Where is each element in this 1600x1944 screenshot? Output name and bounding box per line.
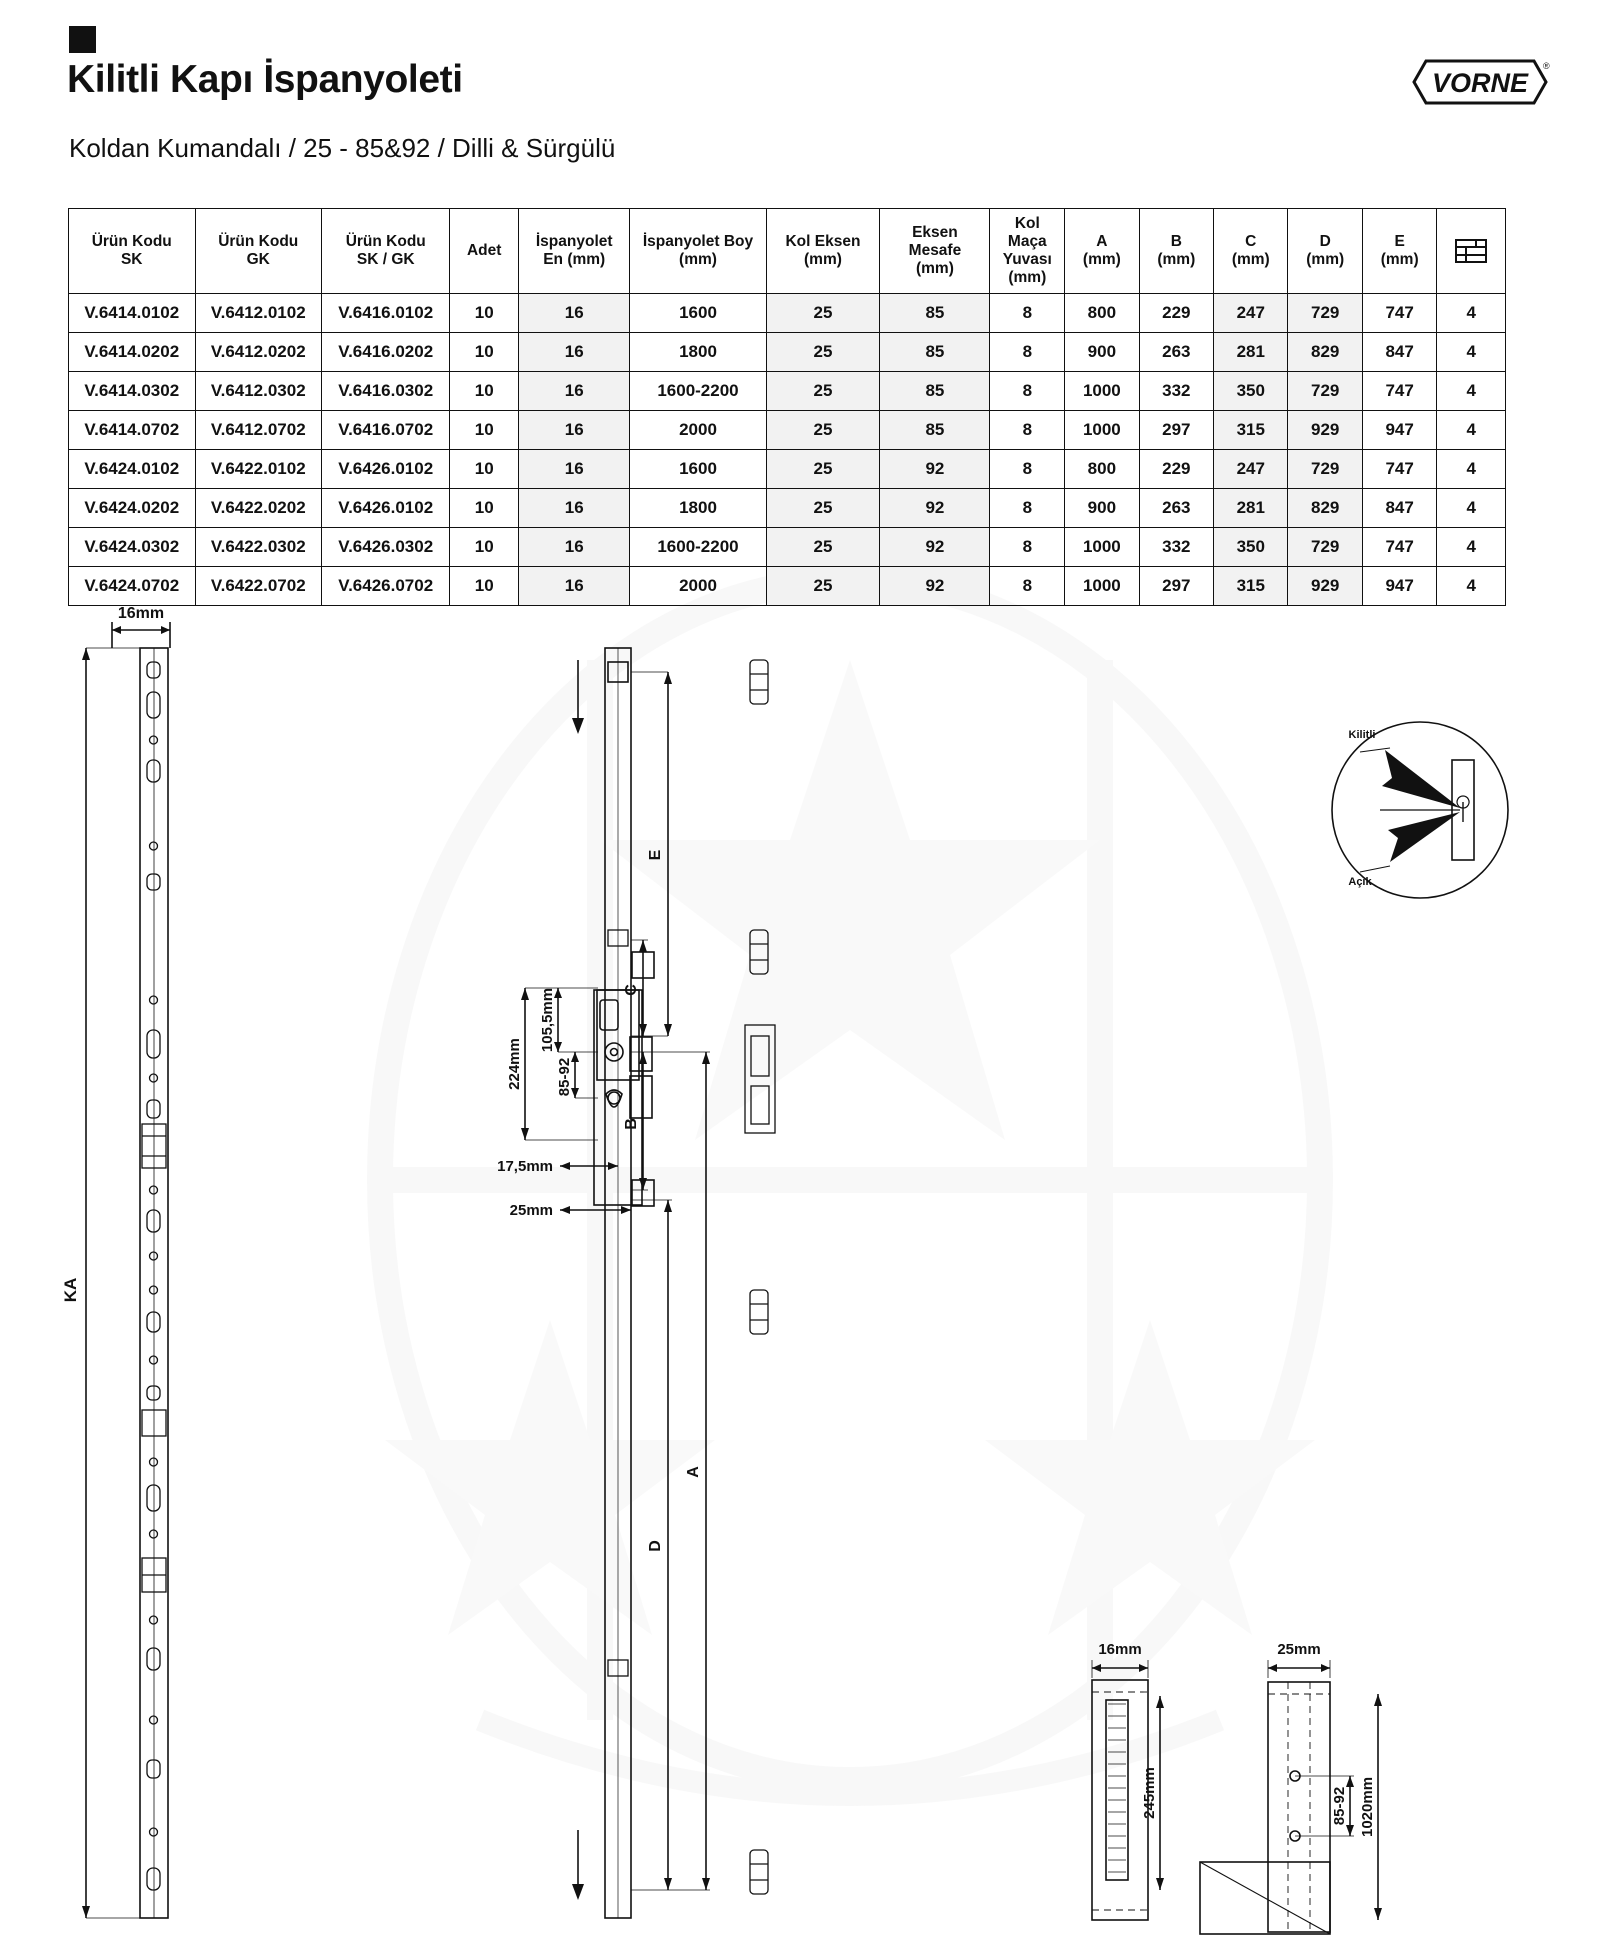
cell-urun-kodu-sk: V.6424.0302 [69,528,196,567]
label-25mm: 25mm [509,1202,553,1219]
label-dim-e: E [647,849,664,861]
cell-kol-eksen: 25 [766,294,880,333]
cell-box-quantity: 4 [1437,450,1506,489]
left-elevation [82,622,170,1918]
cell-ispanyolet-en: 16 [518,567,629,606]
cell-a: 800 [1065,294,1139,333]
cell-box-quantity: 4 [1437,333,1506,372]
col-header-d: D (mm) [1288,209,1362,294]
cell-urun-kodu-sk-gk: V.6426.0102 [322,450,450,489]
cell-urun-kodu-gk: V.6422.0202 [195,489,322,528]
cell-urun-kodu-sk-gk: V.6426.0702 [322,567,450,606]
cell-urun-kodu-gk: V.6412.0102 [195,294,322,333]
label-17-5mm: 17,5mm [497,1158,553,1175]
cell-urun-kodu-sk-gk: V.6416.0102 [322,294,450,333]
cell-eksen-mesafe: 92 [880,489,990,528]
cell-d: 929 [1288,567,1362,606]
cell-d: 829 [1288,333,1362,372]
cell-adet: 10 [450,294,519,333]
table-row [69,489,1506,528]
cell-ispanyolet-boy: 1600 [630,450,766,489]
cell-adet: 10 [450,333,519,372]
col-header-adet: Adet [450,209,519,294]
cell-ispanyolet-en: 16 [518,450,629,489]
label-detail-16mm: 16mm [1098,1641,1142,1658]
cell-kol-eksen: 25 [766,372,880,411]
label-85-92-center: 85-92 [556,1057,573,1097]
cell-e: 747 [1362,450,1436,489]
box-icon [1454,236,1488,266]
cell-kol-maca-yuvasi: 8 [990,450,1065,489]
table-row [69,411,1506,450]
label-acik: Açık [1348,876,1372,888]
section-detail-right [1200,1660,1382,1934]
cell-ispanyolet-en: 16 [518,411,629,450]
cell-urun-kodu-sk-gk: V.6416.0702 [322,411,450,450]
cell-urun-kodu-gk: V.6412.0302 [195,372,322,411]
cell-urun-kodu-sk: V.6414.0302 [69,372,196,411]
cell-urun-kodu-sk-gk: V.6426.0302 [322,528,450,567]
cell-d: 729 [1288,528,1362,567]
cell-eksen-mesafe: 92 [880,567,990,606]
svg-text:®: ® [1543,61,1550,71]
cell-urun-kodu-sk: V.6414.0102 [69,294,196,333]
cell-urun-kodu-sk: V.6424.0202 [69,489,196,528]
col-header-ispanyolet-en: İspanyolet En (mm) [518,209,629,294]
table-body [69,294,1506,606]
cell-kol-maca-yuvasi: 8 [990,411,1065,450]
cell-a: 1000 [1065,567,1139,606]
label-detail-85-92: 85-92 [1331,1786,1348,1826]
col-header-a: A (mm) [1065,209,1139,294]
cell-ispanyolet-boy: 1600 [630,294,766,333]
cell-urun-kodu-gk: V.6412.0202 [195,333,322,372]
cell-kol-maca-yuvasi: 8 [990,333,1065,372]
table-row [69,450,1506,489]
cell-c: 281 [1214,489,1288,528]
cell-b: 229 [1139,450,1213,489]
cell-box-quantity: 4 [1437,411,1506,450]
col-header-kol-eksen: Kol Eksen (mm) [766,209,880,294]
cell-eksen-mesafe: 85 [880,333,990,372]
label-224mm: 224mm [506,1038,523,1090]
cell-ispanyolet-boy: 1800 [630,333,766,372]
cell-c: 247 [1214,294,1288,333]
label-kilitli: Kilitli [1348,729,1376,741]
label-dim-d: D [647,1540,664,1552]
cell-ispanyolet-en: 16 [518,528,629,567]
cell-urun-kodu-gk: V.6422.0102 [195,450,322,489]
cell-a: 1000 [1065,411,1139,450]
cell-kol-maca-yuvasi: 8 [990,567,1065,606]
col-header-ispanyolet-boy: İspanyolet Boy (mm) [630,209,766,294]
cell-urun-kodu-sk-gk: V.6426.0102 [322,489,450,528]
cell-urun-kodu-sk-gk: V.6416.0302 [322,372,450,411]
cell-box-quantity: 4 [1437,528,1506,567]
cell-a: 900 [1065,333,1139,372]
cell-kol-eksen: 25 [766,567,880,606]
table-row [69,528,1506,567]
cell-e: 747 [1362,294,1436,333]
cell-kol-maca-yuvasi: 8 [990,372,1065,411]
cell-eksen-mesafe: 85 [880,372,990,411]
cell-urun-kodu-sk: V.6424.0102 [69,450,196,489]
cell-eksen-mesafe: 92 [880,528,990,567]
cell-adet: 10 [450,372,519,411]
cell-a: 900 [1065,489,1139,528]
label-detail-25mm: 25mm [1277,1641,1321,1658]
cell-box-quantity: 4 [1437,567,1506,606]
cell-adet: 10 [450,450,519,489]
col-header-urun-kodu-sk: Ürün Kodu SK [69,209,196,294]
table-row [69,372,1506,411]
cell-kol-eksen: 25 [766,333,880,372]
cell-ispanyolet-en: 16 [518,489,629,528]
cell-kol-maca-yuvasi: 8 [990,489,1065,528]
col-header-c: C (mm) [1214,209,1288,294]
cell-adet: 10 [450,528,519,567]
cell-b: 297 [1139,567,1213,606]
cell-kol-eksen: 25 [766,528,880,567]
cell-e: 847 [1362,489,1436,528]
center-assembly [521,648,775,1918]
cell-e: 747 [1362,528,1436,567]
label-left-width: 16mm [117,605,165,622]
cell-adet: 10 [450,567,519,606]
cell-eksen-mesafe: 85 [880,294,990,333]
cell-c: 350 [1214,528,1288,567]
cell-box-quantity: 4 [1437,372,1506,411]
cell-ispanyolet-en: 16 [518,333,629,372]
technical-drawing [0,600,1600,1944]
cell-eksen-mesafe: 92 [880,450,990,489]
cell-box-quantity: 4 [1437,294,1506,333]
col-header-kol-maca-yuvasi: Kol Maça Yuvası (mm) [990,209,1065,294]
cell-urun-kodu-sk: V.6424.0702 [69,567,196,606]
cell-a: 800 [1065,450,1139,489]
cell-b: 263 [1139,489,1213,528]
cell-c: 315 [1214,411,1288,450]
col-header-box-quantity-icon [1437,209,1506,294]
cell-b: 297 [1139,411,1213,450]
label-1020mm: 1020mm [1359,1776,1376,1838]
cell-a: 1000 [1065,528,1139,567]
table-header-row [69,209,1506,294]
cell-urun-kodu-sk: V.6414.0702 [69,411,196,450]
cell-ispanyolet-en: 16 [518,372,629,411]
col-header-urun-kodu-gk: Ürün Kodu GK [195,209,322,294]
label-dim-c: C [623,984,640,996]
keeper-plates [745,660,775,1894]
col-header-urun-kodu-sk-gk: Ürün Kodu SK / GK [322,209,450,294]
label-dim-a: A [685,1466,702,1478]
col-header-eksen-mesafe: Eksen Mesafe (mm) [880,209,990,294]
cell-kol-eksen: 25 [766,450,880,489]
lock-function-diagram [1332,722,1508,898]
cell-b: 263 [1139,333,1213,372]
cell-b: 229 [1139,294,1213,333]
page-title: Kilitli Kapı İspanyoleti [67,58,463,101]
cell-e: 747 [1362,372,1436,411]
cell-d: 829 [1288,489,1362,528]
cell-urun-kodu-gk: V.6412.0702 [195,411,322,450]
cell-b: 332 [1139,528,1213,567]
cell-adet: 10 [450,411,519,450]
cell-e: 947 [1362,567,1436,606]
cell-ispanyolet-en: 16 [518,294,629,333]
col-header-b: B (mm) [1139,209,1213,294]
label-105-5mm: 105,5mm [539,987,556,1053]
cell-kol-eksen: 25 [766,489,880,528]
vorne-logo [1410,55,1550,107]
cell-e: 947 [1362,411,1436,450]
cell-box-quantity: 4 [1437,489,1506,528]
table-row [69,294,1506,333]
cell-eksen-mesafe: 85 [880,411,990,450]
cell-ispanyolet-boy: 2000 [630,411,766,450]
cell-kol-eksen: 25 [766,411,880,450]
page-subtitle: Koldan Kumandalı / 25 - 85&92 / Dilli & Sürgülü [69,133,616,163]
cell-ispanyolet-boy: 1600-2200 [630,372,766,411]
header-bullet-square [69,26,96,53]
label-245mm: 245mm [1141,1767,1158,1819]
cell-kol-maca-yuvasi: 8 [990,294,1065,333]
cell-urun-kodu-gk: V.6422.0702 [195,567,322,606]
cell-c: 350 [1214,372,1288,411]
cell-urun-kodu-gk: V.6422.0302 [195,528,322,567]
cell-c: 281 [1214,333,1288,372]
cell-adet: 10 [450,489,519,528]
cell-c: 247 [1214,450,1288,489]
cell-urun-kodu-sk-gk: V.6416.0202 [322,333,450,372]
cell-a: 1000 [1065,372,1139,411]
cell-d: 729 [1288,294,1362,333]
cell-ispanyolet-boy: 2000 [630,567,766,606]
table-row [69,333,1506,372]
cell-c: 315 [1214,567,1288,606]
cell-kol-maca-yuvasi: 8 [990,528,1065,567]
label-ka: KA [61,1277,80,1303]
label-dim-b: B [623,1118,640,1130]
svg-text:VORNE: VORNE [1431,68,1529,98]
col-header-e: E (mm) [1362,209,1436,294]
cell-urun-kodu-sk: V.6414.0202 [69,333,196,372]
cell-b: 332 [1139,372,1213,411]
cell-d: 729 [1288,372,1362,411]
cell-e: 847 [1362,333,1436,372]
cell-d: 929 [1288,411,1362,450]
cell-d: 729 [1288,450,1362,489]
specs-table [68,208,1506,606]
specs-table-container [68,208,1506,606]
cell-ispanyolet-boy: 1800 [630,489,766,528]
cell-ispanyolet-boy: 1600-2200 [630,528,766,567]
